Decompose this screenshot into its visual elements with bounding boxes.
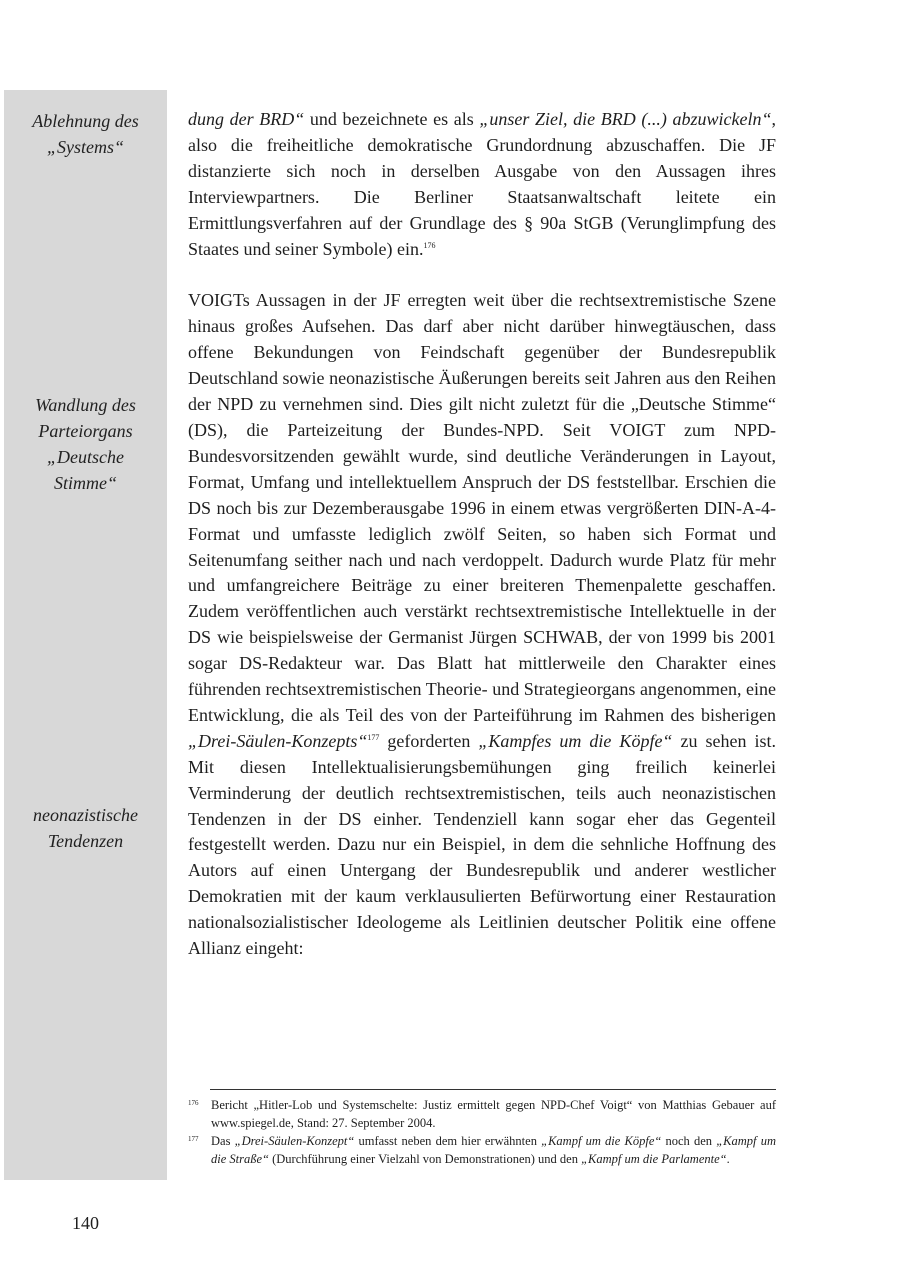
quote: „Kampf um die Straße“ bbox=[211, 1134, 776, 1166]
margin-note-line: „Systems“ bbox=[46, 137, 124, 157]
margin-note-wandlung bbox=[4, 392, 167, 496]
footnote-ref-177[interactable]: 177 bbox=[367, 732, 380, 742]
margin-sidebar bbox=[4, 90, 167, 1180]
margin-note-line: Tendenzen bbox=[47, 831, 124, 851]
footnote-text: Bericht „Hitler-Lob und Systemschelte: Justiz ermittelt gegen NPD-Chef Voigt“ von Matthias Gebauer auf www.spiegel.de, Stand: 27. September 2004. bbox=[211, 1098, 776, 1130]
footnote-number: 176 bbox=[188, 1099, 199, 1107]
margin-note-line: Parteiorgans bbox=[38, 421, 133, 441]
footnote-number: 177 bbox=[188, 1135, 199, 1143]
text-run: umfasst neben dem hier erwähnten bbox=[354, 1134, 542, 1148]
text-run: . bbox=[726, 1152, 730, 1166]
footnote-divider bbox=[210, 1089, 776, 1090]
text-run: Das bbox=[211, 1134, 235, 1148]
footnote-176 bbox=[188, 1096, 776, 1132]
footnote-177 bbox=[188, 1132, 776, 1168]
quote: „Drei-Säulen-Konzept“ bbox=[234, 1134, 355, 1148]
paragraph-1 bbox=[188, 107, 776, 262]
text-run: noch den bbox=[661, 1134, 717, 1148]
quote: „Kampf um die Parlamente“ bbox=[581, 1152, 727, 1166]
margin-note-line: Ablehnung des bbox=[32, 111, 139, 131]
margin-note-line: „Deutsche bbox=[47, 447, 124, 467]
margin-note-line: Stimme“ bbox=[54, 473, 117, 493]
paragraph-2 bbox=[188, 288, 776, 962]
margin-note-line: Wandlung des bbox=[35, 395, 136, 415]
text-run: und bezeichnete es als bbox=[304, 109, 480, 129]
quote: „Drei-Säulen-Konzepts“ bbox=[188, 730, 368, 751]
text-run: VOIGTs Aussagen in der JF erregten weit über die rechtsextremistische Szene hinaus großes Aufsehen. Das darf aber nicht darüber hinwegtäuschen, dass offene Bekundungen von Feindschaft gegenüber der Bundesrepublik Deutschland sowie neonazistische Äußerungen bereits seit Jahren aus den Reihen der NPD zu vernehmen sind. Dies gilt nicht zuletzt für die „Deutsche Stimme“ (DS), die Parteizeitung der Bundes-NPD. Seit VOIGT zum NPD-Bundesvorsitzenden gewählt wurde, sind deutliche Veränderungen in Layout, Format, Umfang und intellektuellem Anspruch der DS feststellbar. Erschien die DS noch bis zur Dezemberausgabe 1996 in einem etwas vergrößerten DIN-A-4-Format und umfasste lediglich zwölf Seiten, so haben sich Format und Seitenumfang seither nach und nach verdoppelt. Dadurch wurde Platz für mehr und umfangreichere Beiträge zu einer breiteren Themenpalette geschaffen. Zudem veröffentlichen auch verstärkt rechtsextremistische Intellektuelle in der DS wie beispielsweise der Germanist Jürgen SCHWAB, der von 1999 bis 2001 sogar DS-Redakteur war. Das Blatt hat mittlerweile den Charakter eines führenden rechtsextremistischen Theorie- und Strategieorgans angenommen, eine Entwicklung, die als Teil des von der Parteiführung im Rahmen des bisherigen bbox=[188, 290, 776, 725]
margin-note-tendenzen bbox=[4, 802, 167, 854]
quote: „Kampfes um die Köpfe“ bbox=[478, 730, 673, 751]
body-text bbox=[188, 107, 776, 962]
margin-note-ablehnung bbox=[4, 108, 167, 160]
quote: „Kampf um die Köpfe“ bbox=[541, 1134, 662, 1148]
page-number: 140 bbox=[72, 1213, 99, 1233]
footnotes bbox=[188, 1096, 776, 1168]
margin-note-line: neonazistische bbox=[33, 805, 138, 825]
text-run: zu sehen ist. Mit diesen Intellektualisierungsbemühungen ging freilich keinerlei Verminderung der deutlich rechtsextremistischen, teils auch neonazistischen Tendenzen in der DS einher. Tendenziell kann sogar eher das Gegenteil festgestellt werden. Dazu nur ein Beispiel, in dem die sehnliche Hoffnung des Autors auf einen Untergang der Bundesrepublik und anderer westlicher Demokratien mit der kaum verklausulierten Befürwortung einer Restauration nationalsozialistischer Ideologeme als Leitlinien deutscher Politik eine offene Allianz eingeht: bbox=[188, 730, 777, 959]
text-run: , also die freiheitliche demokratische Grundordnung abzuschaffen. Die JF distanzierte sich noch in derselben Ausgabe von den Aussagen ihres Interviewpartners. Die Berliner Staatsanwaltschaft leitete ein Ermittlungsverfahren auf der Grundlage des § 90a StGB (Verunglimpfung des Staates und seiner Symbole) ein. bbox=[188, 109, 776, 259]
footnote-ref-176[interactable]: 176 bbox=[423, 240, 436, 250]
quote: dung der BRD“ bbox=[188, 109, 305, 129]
text-run: geforderten bbox=[379, 730, 479, 751]
text-run: (Durchführung einer Vielzahl von Demonstrationen) und den bbox=[268, 1152, 582, 1166]
quote: „unser Ziel, die BRD (...) abzuwickeln“ bbox=[479, 109, 772, 129]
